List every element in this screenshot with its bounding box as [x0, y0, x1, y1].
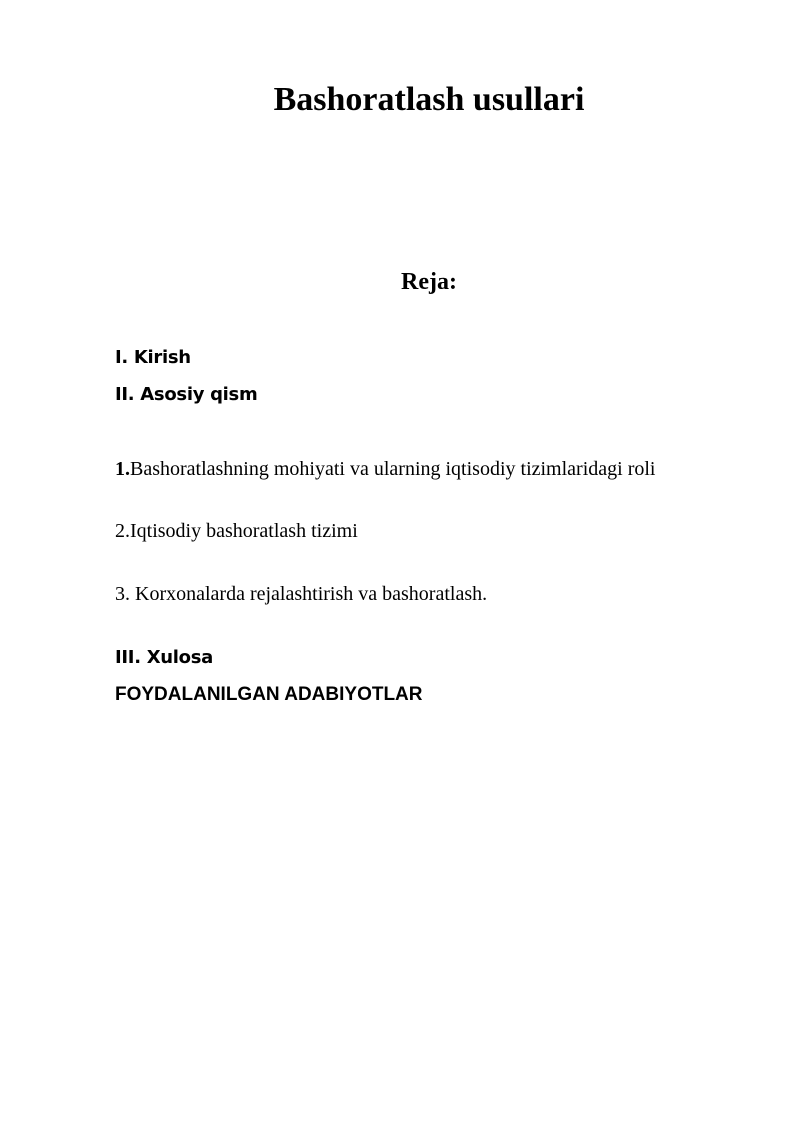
section-references: FOYDALANILGAN ADABIYOTLAR	[115, 684, 423, 705]
plan-item-3	[115, 581, 487, 607]
plan-item-1	[115, 456, 655, 482]
plan-item-3-text: Korxonalarda rejalashtirish va bashoratlash.	[130, 583, 488, 605]
document-title: Bashoratlash usullari	[273, 81, 585, 118]
section-main: II. Asosiy qism	[115, 384, 258, 405]
plan-item-2	[115, 518, 358, 544]
section-conclusion: III. Xulosa	[115, 647, 213, 668]
plan-heading: Reja:	[401, 269, 457, 295]
plan-item-1-text: Bashoratlashning mohiyati va ularning iqtisodiy tizimlaridagi roli	[130, 458, 656, 480]
plan-item-3-number: 3.	[115, 583, 130, 605]
plan-item-1-number: 1.	[115, 458, 130, 480]
plan-item-2-text: Iqtisodiy bashoratlash tizimi	[130, 520, 358, 542]
plan-item-2-number: 2.	[115, 520, 130, 542]
section-intro: I. Kirish	[115, 347, 191, 368]
